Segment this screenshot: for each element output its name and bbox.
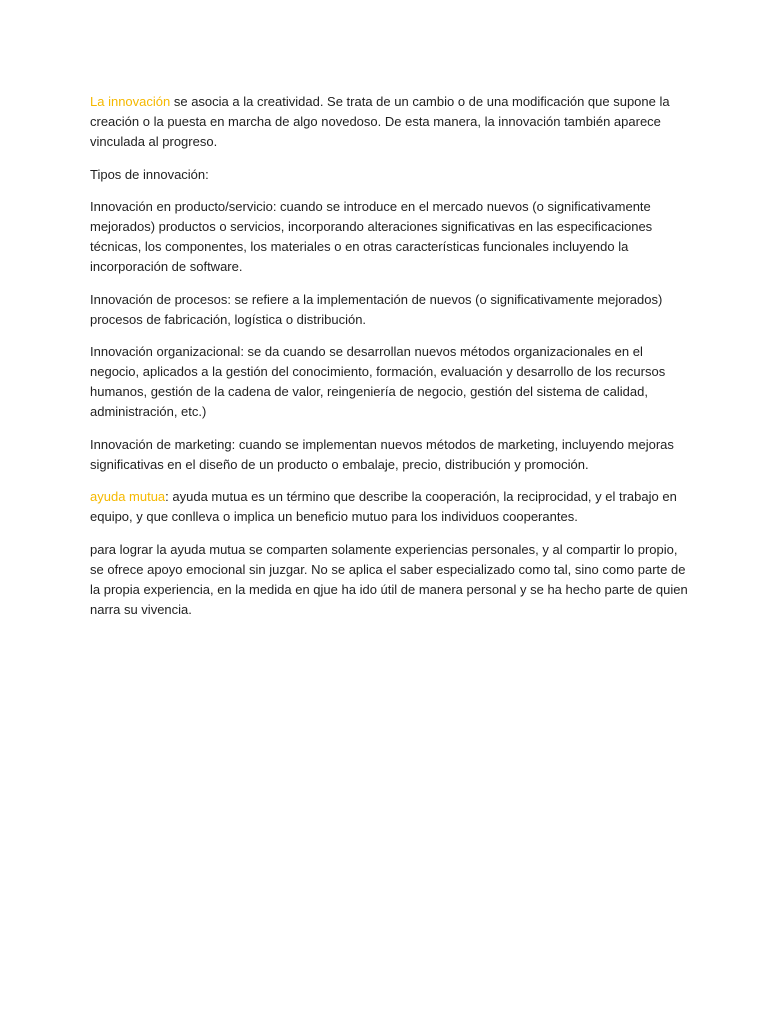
paragraph-marketing-innovation [90,435,690,475]
paragraph-mutual-aid-definition [90,487,690,527]
paragraph-text: Innovación de procesos: se refiere a la implementación de nuevos (o significativamente mejorados) procesos de fabricación, logística o distribución. [90,291,663,327]
paragraph-text: : ayuda mutua es un término que describe la cooperación, la reciprocidad, y el trabajo en equipo, y que conlleva o implica un beneficio mutuo para los individuos cooperantes. [90,489,677,524]
paragraph-innovation-definition [90,92,690,152]
paragraph-organizational-innovation [90,342,690,422]
document-page [90,92,690,632]
paragraph-product-innovation [90,197,690,277]
paragraph-text: Innovación organizacional: se da cuando se desarrollan nuevos métodos organizacionales en el negocio, aplicados a la gestión del conocimiento, formación, evaluación y desarrollo de los recursos humanos, gestión de la cadena de valor, reingeniería de negocio, gestión del sistema de calidad, administración, etc.) [90,344,666,419]
paragraph-text: Tipos de innovación: [90,166,209,182]
paragraph-text: se asocia a la creatividad. Se trata de un cambio o de una modificación que supone la creación o la puesta en marcha de algo novedoso. De esta manera, la innovación también aparece vinculada al progreso. [90,94,670,149]
paragraph-text: para lograr la ayuda mutua se comparten solamente experiencias personales, y al compartir lo propio, se ofrece apoyo emocional sin juzgar. No se aplica el saber especializado como tal, sino como parte de la propia experiencia, en la medida en qjue ha ido útil de manera personal y se ha hecho parte de quien narra su vivencia. [90,541,688,617]
paragraph-mutual-aid-practice [90,540,690,620]
highlighted-term-mutual-aid: ayuda mutua [90,489,166,504]
paragraph-text: Innovación de marketing: cuando se implementan nuevos métodos de marketing, incluyendo mejoras significativas en el diseño de un producto o embalaje, precio, distribución y promoción. [90,436,674,472]
highlighted-term-innovation: La innovación [90,94,171,109]
paragraph-innovation-types-heading [90,165,690,185]
paragraph-process-innovation [90,290,690,330]
paragraph-text: Innovación en producto/servicio: cuando se introduce en el mercado nuevos (o significativamente mejorados) productos o servicios, incorporando alteraciones significativas en las especificaciones técnicas, los componentes, los materiales o en otras características funcionales incluyendo la incorporación de software. [90,199,653,274]
